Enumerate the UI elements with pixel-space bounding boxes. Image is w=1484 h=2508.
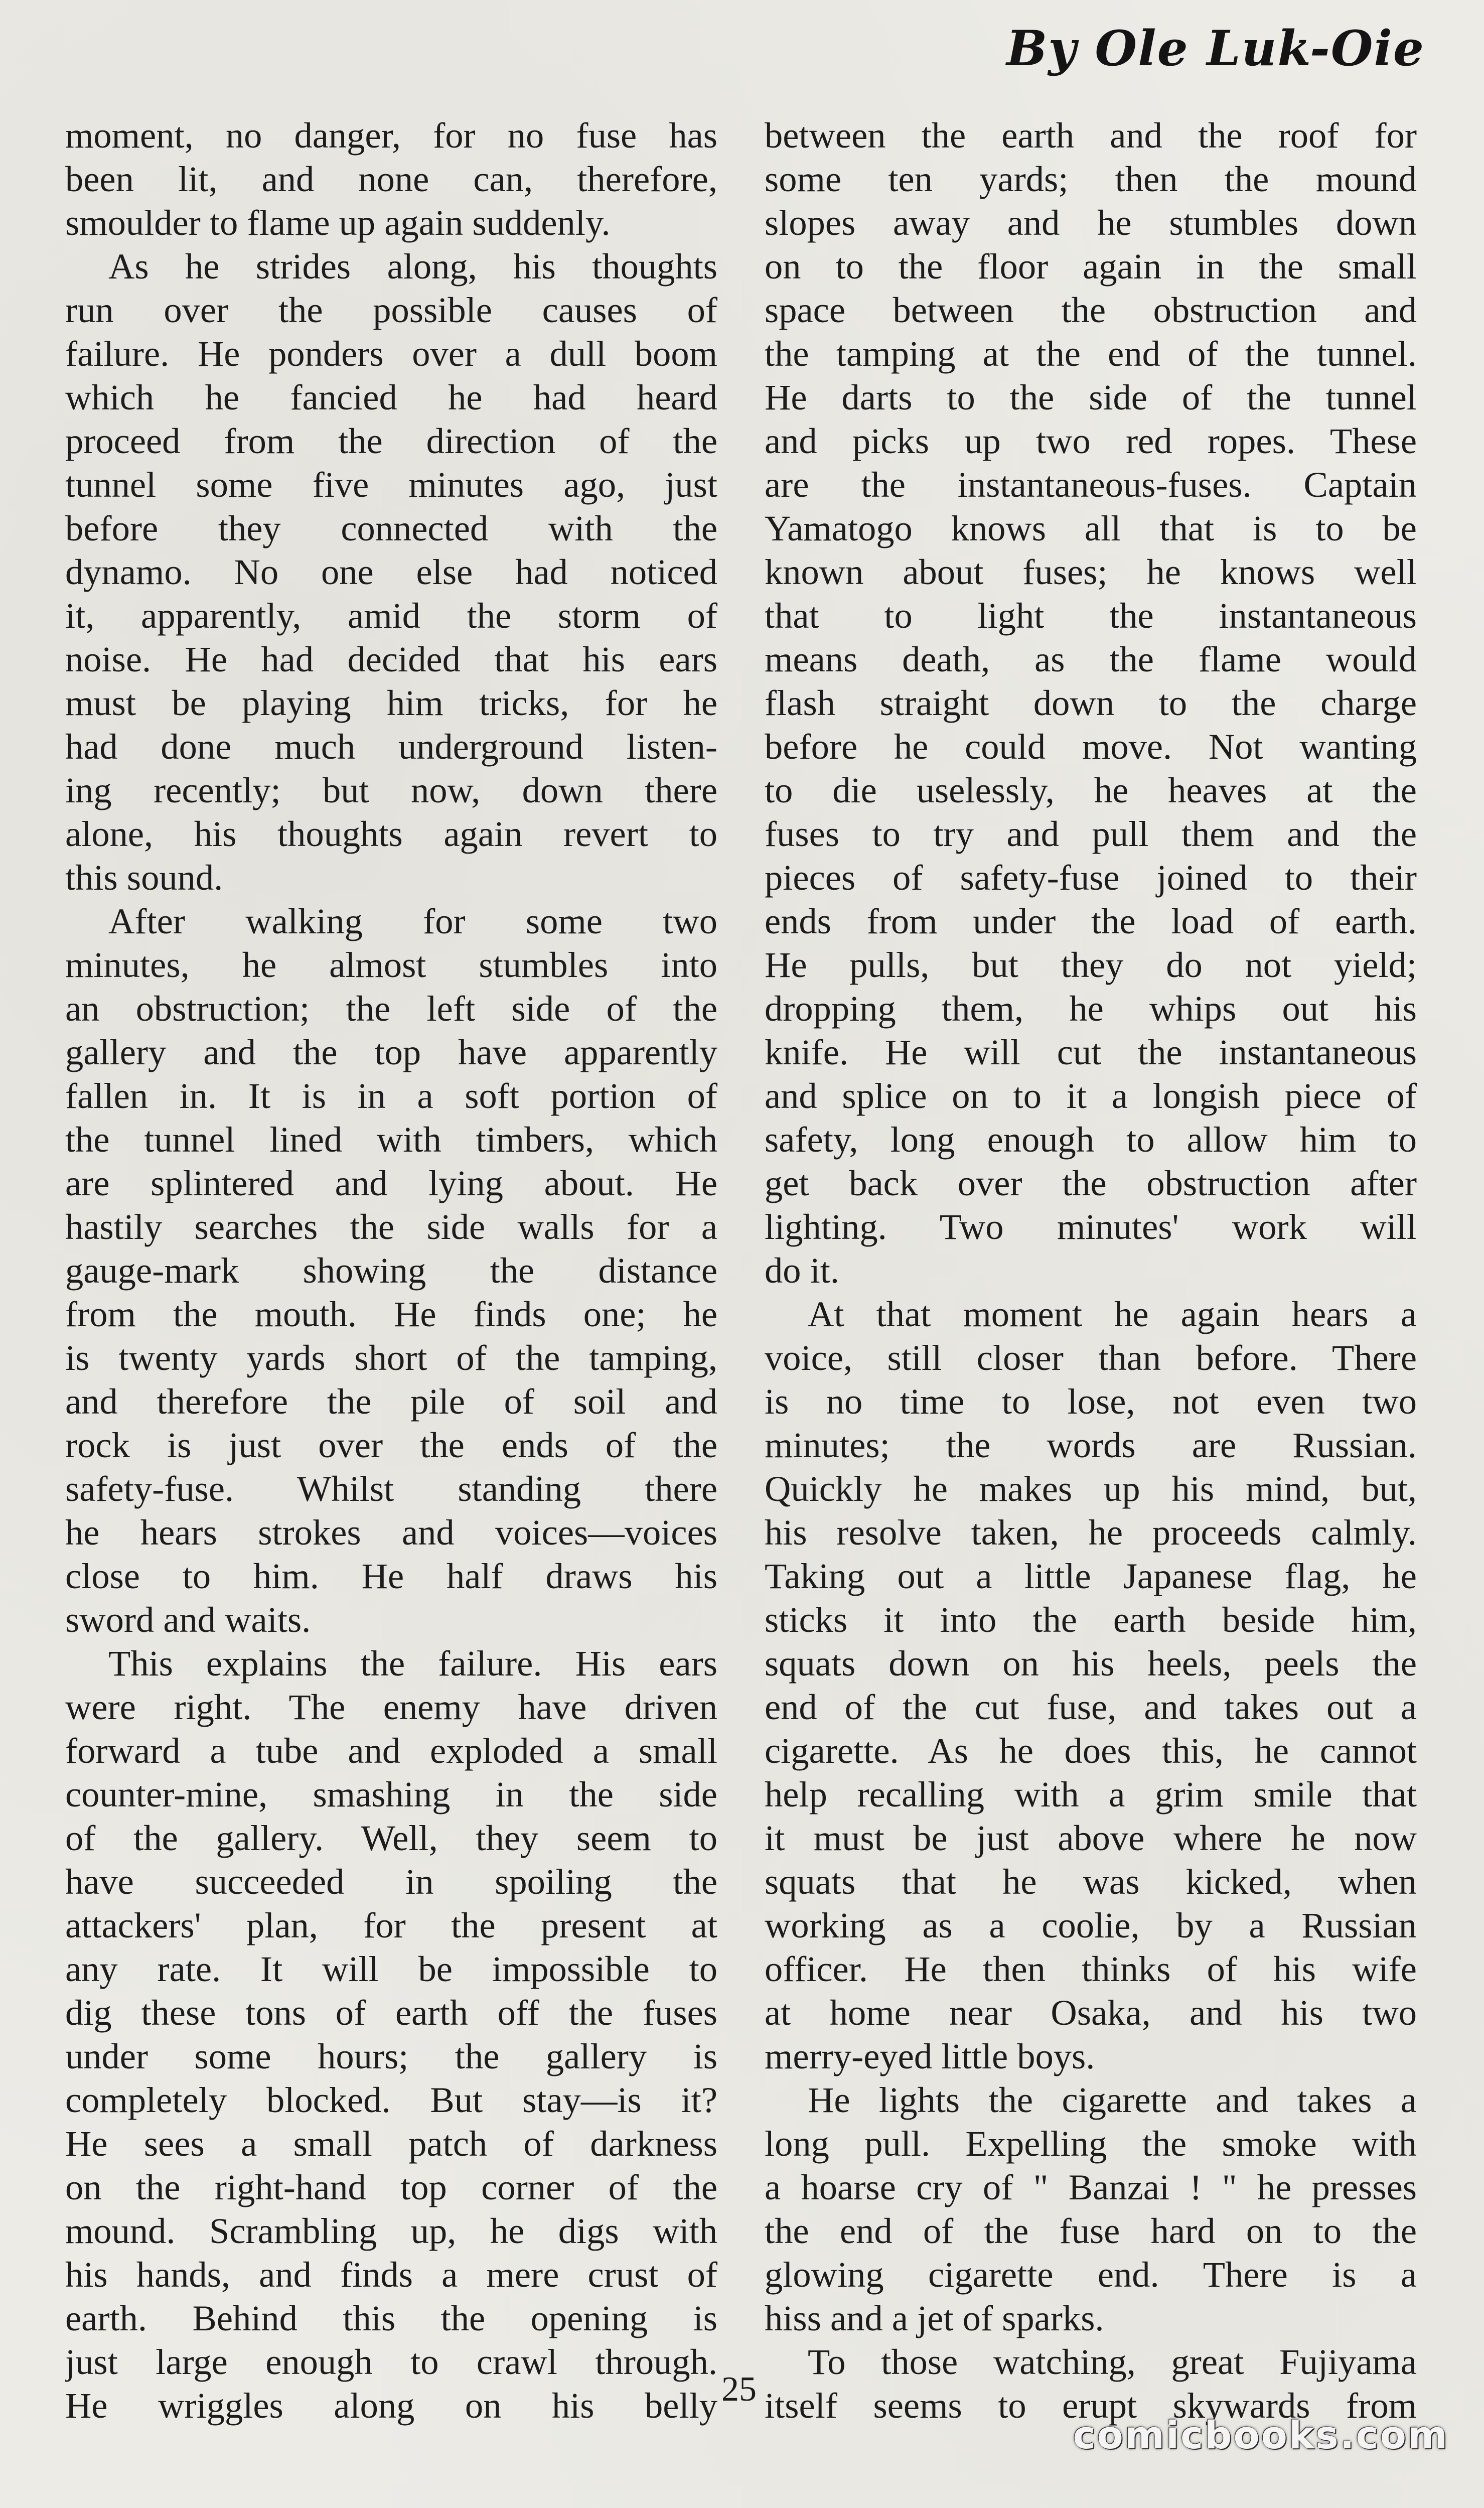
text-line: on to the floor again in the small: [765, 246, 1417, 287]
text-line: his hands, and finds a mere crust of: [65, 2254, 717, 2295]
text-line: it, apparently, amid the storm of: [65, 595, 717, 636]
text-line: he hears strokes and voices—voices: [65, 1512, 717, 1553]
text-line: fuses to try and pull them and the: [765, 813, 1417, 854]
text-line: must be playing him tricks, for he: [65, 682, 717, 723]
text-line: it must be just above where he now: [765, 1818, 1417, 1858]
text-line: some ten yards; then the mound: [765, 159, 1417, 199]
text-line: rock is just over the ends of the: [65, 1425, 717, 1465]
text-line: voice, still closer than before. There: [765, 1337, 1417, 1378]
text-line: run over the possible causes of: [65, 290, 717, 330]
text-line: ends from under the load of earth.: [765, 901, 1417, 941]
text-line: this sound.: [65, 857, 223, 898]
site-watermark: comicbooks.com: [1073, 2413, 1449, 2457]
text-line: To those watching, great Fujiyama: [808, 2341, 1417, 2382]
text-line: earth. Behind this the opening is: [65, 2298, 717, 2338]
text-line: and picks up two red ropes. These: [765, 421, 1417, 461]
text-line: He wriggles along on his belly: [65, 2385, 717, 2426]
text-line: He darts to the side of the tunnel: [765, 377, 1417, 417]
text-line: end of the cut fuse, and takes out a: [765, 1687, 1417, 1727]
text-line: At that moment he again hears a: [808, 1294, 1417, 1334]
text-line: dig these tons of earth off the fuses: [65, 1992, 717, 2033]
text-line: gauge-mark showing the distance: [65, 1250, 717, 1291]
text-line: attackers' plan, for the present at: [65, 1905, 717, 1945]
text-line: long pull. Expelling the smoke with: [765, 2123, 1417, 2164]
text-line: known about fuses; he knows well: [765, 551, 1417, 592]
text-line: proceed from the direction of the: [65, 421, 717, 461]
text-line: This explains the failure. His ears: [108, 1643, 717, 1684]
text-line: get back over the obstruction after: [765, 1163, 1417, 1203]
text-line: Yamatogo knows all that is to be: [765, 508, 1417, 548]
text-line: smoulder to flame up again suddenly.: [65, 202, 611, 243]
page-number: 25: [721, 2370, 757, 2409]
text-line: itself seems to erupt skywards from: [765, 2385, 1417, 2426]
text-line: his resolve taken, he proceeds calmly.: [765, 1512, 1417, 1553]
author-byline: By Ole Luk-Oie: [1006, 20, 1425, 77]
text-line: dropping them, he whips out his: [765, 988, 1417, 1029]
text-line: and therefore the pile of soil and: [65, 1381, 717, 1422]
text-line: before he could move. Not wanting: [765, 726, 1417, 767]
text-line: noise. He had decided that his ears: [65, 639, 717, 679]
text-line: are the instantaneous-fuses. Captain: [765, 464, 1417, 505]
text-line: officer. He then thinks of his wife: [765, 1948, 1417, 1989]
text-line: flash straight down to the charge: [765, 682, 1417, 723]
text-line: do it.: [765, 1250, 840, 1291]
text-line: have succeeded in spoiling the: [65, 1861, 717, 1902]
text-line: gallery and the top have apparently: [65, 1032, 717, 1072]
text-line: hiss and a jet of sparks.: [765, 2298, 1104, 2338]
text-line: He sees a small patch of darkness: [65, 2123, 717, 2164]
text-line: merry-eyed little boys.: [765, 2036, 1095, 2076]
text-line: close to him. He half draws his: [65, 1556, 717, 1596]
text-line: squats that he was kicked, when: [765, 1861, 1417, 1902]
text-line: which he fancied he had heard: [65, 377, 717, 417]
text-line: After walking for some two: [108, 901, 717, 941]
text-line: the tamping at the end of the tunnel.: [765, 333, 1417, 374]
text-line: dynamo. No one else had noticed: [65, 551, 717, 592]
text-line: slopes away and he stumbles down: [765, 202, 1417, 243]
text-line: He lights the cigarette and takes a: [808, 2079, 1417, 2120]
text-line: completely blocked. But stay—is it?: [65, 2079, 717, 2120]
text-line: the end of the fuse hard on to the: [765, 2210, 1417, 2251]
text-line: any rate. It will be impossible to: [65, 1948, 717, 1989]
text-line: is no time to lose, not even two: [765, 1381, 1417, 1422]
text-line: failure. He ponders over a dull boom: [65, 333, 717, 374]
text-line: He pulls, but they do not yield;: [765, 944, 1417, 985]
text-line: an obstruction; the left side of the: [65, 988, 717, 1029]
text-line: minutes, he almost stumbles into: [65, 944, 717, 985]
text-line: safety, long enough to allow him to: [765, 1119, 1417, 1160]
text-line: cigarette. As he does this, he cannot: [765, 1730, 1417, 1771]
text-line: that to light the instantaneous: [765, 595, 1417, 636]
text-line: tunnel some five minutes ago, just: [65, 464, 717, 505]
text-line: between the earth and the roof for: [765, 115, 1417, 156]
text-line: the tunnel lined with timbers, which: [65, 1119, 717, 1160]
text-line: a hoarse cry of " Banzai ! " he presses: [765, 2167, 1417, 2207]
text-line: alone, his thoughts again revert to: [65, 813, 717, 854]
text-line: counter-mine, smashing in the side: [65, 1774, 717, 1815]
text-line: before they connected with the: [65, 508, 717, 548]
text-line: Taking out a little Japanese flag, he: [765, 1556, 1417, 1596]
text-line: lighting. Two minutes' work will: [765, 1206, 1417, 1247]
text-line: moment, no danger, for no fuse has: [65, 115, 717, 156]
text-line: squats down on his heels, peels the: [765, 1643, 1417, 1684]
text-line: help recalling with a grim smile that: [765, 1774, 1417, 1815]
text-line: just large enough to crawl through.: [65, 2341, 717, 2382]
text-column-left: [65, 113, 717, 2427]
text-line: ing recently; but now, down there: [65, 770, 717, 810]
text-line: As he strides along, his thoughts: [108, 246, 717, 287]
text-line: knife. He will cut the instantaneous: [765, 1032, 1417, 1072]
text-line: from the mouth. He finds one; he: [65, 1294, 717, 1334]
text-column-right: [765, 113, 1417, 2427]
text-line: fallen in. It is in a soft portion of: [65, 1075, 717, 1116]
text-line: sword and waits.: [65, 1599, 311, 1640]
text-line: working as a coolie, by a Russian: [765, 1905, 1417, 1945]
text-line: glowing cigarette end. There is a: [765, 2254, 1417, 2295]
text-line: and splice on to it a longish piece of: [765, 1075, 1417, 1116]
text-line: minutes; the words are Russian.: [765, 1425, 1417, 1465]
text-line: safety-fuse. Whilst standing there: [65, 1468, 717, 1509]
text-line: hastily searches the side walls for a: [65, 1206, 717, 1247]
text-line: at home near Osaka, and his two: [765, 1992, 1417, 2033]
text-line: sticks it into the earth beside him,: [765, 1599, 1417, 1640]
text-line: mound. Scrambling up, he digs with: [65, 2210, 717, 2251]
text-line: are splintered and lying about. He: [65, 1163, 717, 1203]
text-line: to die uselessly, he heaves at the: [765, 770, 1417, 810]
text-line: under some hours; the gallery is: [65, 2036, 717, 2076]
text-line: of the gallery. Well, they seem to: [65, 1818, 717, 1858]
text-line: forward a tube and exploded a small: [65, 1730, 717, 1771]
text-line: pieces of safety-fuse joined to their: [765, 857, 1417, 898]
text-line: means death, as the flame would: [765, 639, 1417, 679]
text-line: had done much underground listen-: [65, 726, 717, 767]
text-line: on the right-hand top corner of the: [65, 2167, 717, 2207]
text-line: were right. The enemy have driven: [65, 1687, 717, 1727]
text-line: Quickly he makes up his mind, but,: [765, 1468, 1417, 1509]
text-line: is twenty yards short of the tamping,: [65, 1337, 717, 1378]
text-line: been lit, and none can, therefore,: [65, 159, 717, 199]
text-line: space between the obstruction and: [765, 290, 1417, 330]
